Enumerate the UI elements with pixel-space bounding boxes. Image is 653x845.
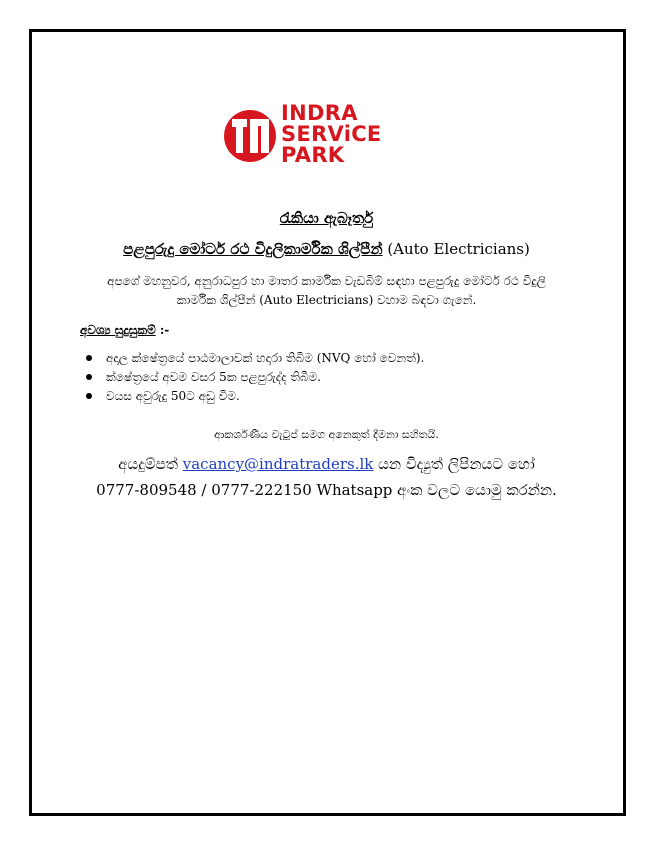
vacancy-title: රැකියා ඇබෑර්තු	[279, 209, 374, 227]
requirement-text: අදාල ක්ෂේත්‍රයේ පාඨමාලාවක් හදාරා තිබීම (NVQ හෝ වෙනත්).	[106, 351, 425, 365]
contact-email-line	[40, 455, 613, 473]
list-item	[86, 368, 424, 387]
list-item	[86, 349, 424, 368]
intro-line-2: කාර්මික ශිල්පීන් (Auto Electricians) වහාම බඳවා ගැනේ.	[176, 293, 477, 307]
email-link[interactable]: vacancy@indratraders.lk	[182, 455, 374, 473]
requirement-text: ක්ෂේත්‍රයේ අවම වසර 5ක පළපුරුද්ද තිබීම.	[106, 370, 322, 384]
bullet-icon	[86, 374, 92, 380]
indra-emblem-icon	[223, 106, 277, 166]
logo-line-service: SERViCE	[281, 122, 382, 146]
list-item	[86, 387, 424, 406]
position-english: (Auto Electricians)	[387, 240, 530, 258]
requirements-heading-label: අවශ්‍ය සුදුසුකම්	[80, 323, 156, 337]
intro-paragraph	[40, 272, 613, 310]
logo-line-indra: INDRA	[281, 101, 358, 125]
position-sinhala: පළපුරුදු මෝටර් රථ විදුලිකාර්මික ශිල්පීන්	[123, 240, 383, 258]
indra-service-park-logo	[223, 103, 393, 171]
requirements-list	[86, 349, 424, 406]
contact-prefix: අයදුම්පත්	[118, 455, 183, 473]
requirements-heading-suffix: :-	[155, 323, 170, 337]
logo-line-park: PARK	[281, 143, 345, 167]
benefits-note: ආකර්ශණීය වැටුප් සමග අනෙකුත් දීමනා සහිතයි.	[214, 428, 439, 441]
intro-line-1: අපගේ මහනුවර, අනුරාධපුර හා මාතර කාර්මික වැඩබිම් සඳහා පළපුරුදු මෝටර් රථ විදුලි	[107, 274, 546, 288]
bullet-icon	[86, 393, 92, 399]
contact-phone-line: 0777-809548 / 0777-222150 Whatsapp අංක වලට යොමු කරන්න.	[96, 481, 557, 499]
requirement-text: වයස අවුරුදු 50ට අඩු වීම.	[106, 389, 240, 403]
requirements-heading	[80, 323, 169, 338]
bullet-icon	[86, 355, 92, 361]
contact-suffix: යන විද්‍යුත් ලිපිනයට හෝ	[373, 455, 535, 473]
position-title	[40, 240, 613, 258]
